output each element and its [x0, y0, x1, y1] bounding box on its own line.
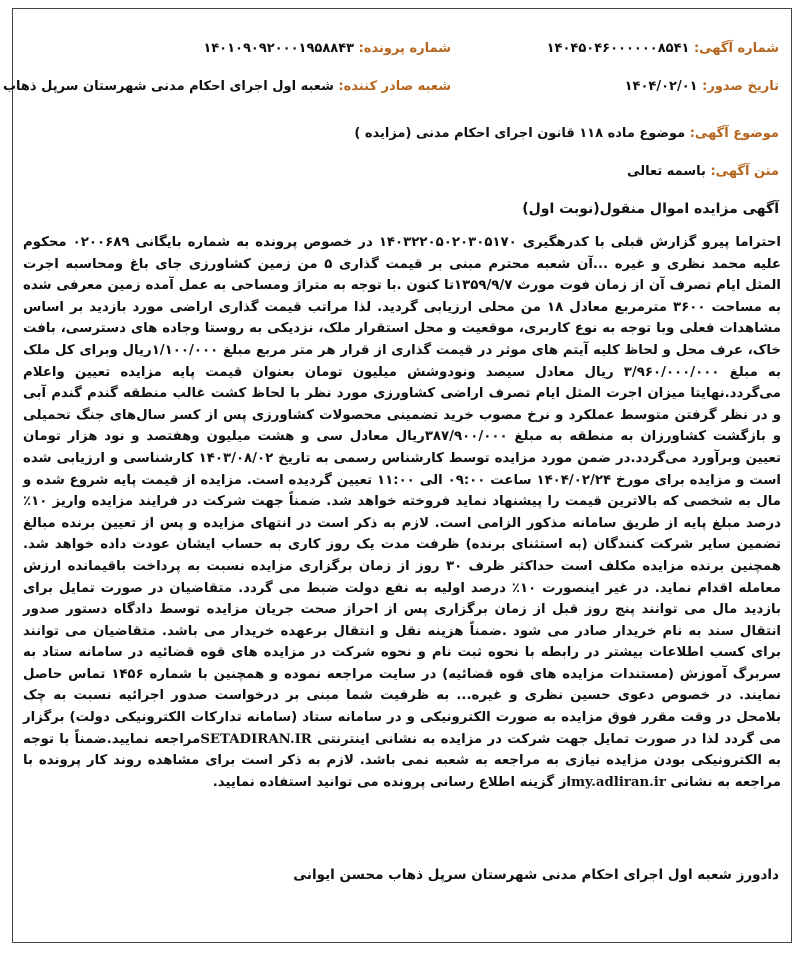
issuer-row: [3, 79, 451, 94]
signature: دادورز شعبه اول اجرای احکام مدنی شهرستان سرپل ذهاب محسن ایوانی: [293, 867, 779, 883]
notice-body: [23, 232, 781, 793]
case-number-value: ۱۴۰۱۰۹۰۹۲۰۰۰۱۹۵۸۸۴۳: [203, 41, 355, 56]
subject-value: موضوع ماده ۱۱۸ قانون اجرای احکام مدنی (مزایده ): [354, 126, 686, 141]
setad-link[interactable]: SETADIRAN.IR: [200, 731, 312, 747]
issue-date-row: [625, 79, 779, 94]
ad-number-row: [547, 41, 779, 56]
subject-label: موضوع آگهی:: [689, 126, 779, 141]
notice-frame: [2, 8, 792, 943]
ad-number-label: شماره آگهی:: [693, 41, 779, 56]
subject-row: [354, 126, 779, 141]
issuer-label: شعبه صادر کننده:: [338, 79, 451, 94]
notice-heading: آگهی مزایده اموال منقول(نوبت اول): [522, 201, 779, 217]
case-number-row: [203, 41, 451, 56]
text-value: باسمه تعالی: [627, 164, 706, 179]
adliran-link[interactable]: my.adliran.ir: [570, 774, 666, 790]
issue-date-value: ۱۴۰۴/۰۲/۰۱: [624, 79, 698, 94]
ad-number-value: ۱۴۰۴۵۰۴۶۰۰۰۰۰۰۸۵۴۱: [546, 41, 690, 56]
issuer-value: شعبه اول اجرای احکام مدنی شهرستان سرپل ذهاب: [2, 79, 334, 94]
text-label: متن آگهی:: [710, 164, 779, 179]
notice-paragraph-3: از گزینه اطلاع رسانی پرونده می توانید استفاده نمایید.: [212, 774, 571, 790]
text-row: [627, 164, 779, 179]
case-number-label: شماره پرونده:: [358, 41, 451, 56]
notice-paragraph-1: احتراما پیرو گزارش قبلی با کدرهگیری ۱۴۰۳۲۲۰۵۰۲۰۳۰۵۱۷۰ در خصوص پرونده به شماره بایگانی ۰۲۰۰۶۸۹ محکوم علیه محمد نظری و غیره ...آن شعبه محترم مبنی بر قیمت گذاری ۵ من زمین کشاورزی جای باغ ومحاسبه اجرت المثل ایام تصرف آن از زمان فوت مورث ۱۳۵۹/۹/۷تا کنون .با توجه به متراژ ومساحی به عمل آمده زمین معرفی شده به مساحت ۳۶۰۰ مترمربع معادل ۱۸ من محلی ارزیابی گردید. لذا مراتب قیمت گذاری اراضی مورد بازدید بر اساس مشاهدات فعلی وبا توجه به نوع کاربری، موقعیت و محل استقرار ملک، نزدیکی به روستا وجاده های دسترسی، بافت خاک، عرف محل و لحاظ کلیه آیتم های موثر در قیمت گذاری از قرار هر متر مربع مبلغ ۱/۱۰۰/۰۰۰ریال وبرای کل ملک به مبلغ ۳/۹۶۰/۰۰۰/۰۰۰ ریال معادل سیصد ونودوشش میلیون تومان بعنوان قیمت پایه مزایده تعیین واعلام می‌گردد.نهایتا میزان اجرت المثل ایام تصرف اراضی کشاورزی مورد نظر با لحاظ کشت غالب منطقه گندم گندم آبی و در نظر گرفتن متوسط عملکرد و نرخ مصوب خرید تضمینی محصولات کشاورزی پس از کسر سال‌های جنگ تحمیلی و بازگشت کشاورزان به منطقه به مبلغ ۳۸۷/۹۰۰/۰۰۰ریال معادل سی و هشت میلیون وهفتصد و نود هزار تومان تعیین وبرآورد می‌گردد.در ضمن مورد مزایده توسط کارشناس رسمی به تاریخ ۱۴۰۳/۰۸/۰۲ کارشناسی و ارزیابی شده است و مزایده برای مورخ ۱۴۰۴/۰۲/۲۴ ساعت ۰۹:۰۰ الی ۱۱:۰۰ تعیین گردیده است. مزایده از قیمت پایه شروع شده و مال به شخصی که بالاترین قیمت را پیشنهاد نماید فروخته خواهد شد. ضمناً جهت شرکت در فرایند مزایده واریز ۱۰٪ درصد مبلغ پایه از طریق سامانه مذکور الزامی است. لازم به ذکر است در انتهای مزایده و پس از تعیین برنده مبالغ تضمین سایر شرکت کنندگان (به استثنای برنده) ظرفت مدت یک روز کاری به حساب ایشان عودت داده خواهد شد. همچنین برنده مزایده مکلف است حداکثر ظرف ۳۰ روز از زمان برگزاری مزایده نسبت به پرداخت باقیمانده ارزش معامله اقدام نماید. در غیر اینصورت ۱۰٪ درصد اولیه به نفع دولت ضبط می گردد. متقاضیان در صورت تمایل برای بازدید مال می توانند پنج روز قبل از زمان برگزاری پس از احراز صحت جریان مزایده توسط دادگاه دستور صدور انتقال سند به نام خریدار صادر می شود .ضمناً هزینه نقل و انتقال برعهده خریدار می باشد. متقاضیان می توانند برای کسب اطلاعات بیشتر در رابطه با نحوه ثبت نام و نحوه شرکت در مزایده های قوه قضائیه در سامانه ستاد به سربرگ آموزش (مستندات مزایده های قوه قضائیه) در سایت مراجعه نموده و همچنین با شماره ۱۴۵۶ تماس حاصل نمایند. در خصوص دعوی حسین نظری و غیره... به ظرفیت شما مبنی بر درخواست صدور اجرائیه نسبت به چک بلامحل در وقت مقرر فوق مزایده به صورت الکترونیکی و در سامانه ستاد (سامانه تدارکات الکترونیکی دولت) برگزار می گردد لذا در صورت تمایل جهت شرکت در مزایده به نشانی اینترنتی: [23, 235, 782, 747]
notice-paragraph-2: مراجعه نمایید.ضمناً با توجه به الکترونیکی بودن مزایده نیازی به مراجعه به شعبه نمی باشد. لازم به ذکر است برای مشاهده روند کار پرونده با مراجعه به نشانی: [23, 731, 781, 790]
issue-date-label: تاریخ صدور:: [702, 79, 779, 94]
